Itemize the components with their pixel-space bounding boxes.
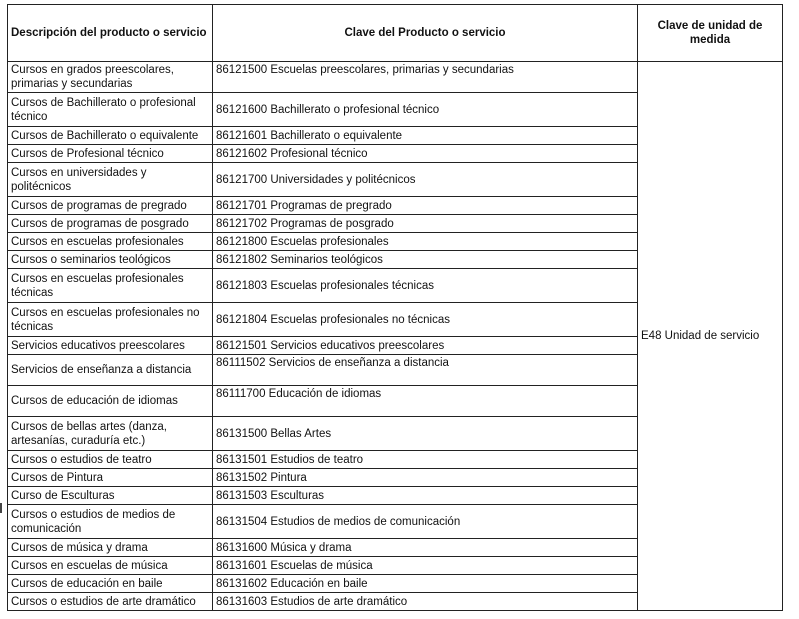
clave-cell: 86111700 Educación de idiomas [213,386,638,417]
descripcion-cell: Cursos de educación de idiomas [8,386,213,417]
table-row [8,62,783,93]
descripcion-cell: Cursos o estudios de medios de comunicación [8,505,213,539]
clave-cell: 86131601 Escuelas de música [213,557,638,575]
descripcion-cell: Cursos en grados preescolares, primarias y secundarias [8,62,213,93]
clave-cell: 86121802 Seminarios teológicos [213,251,638,269]
clave-cell: 86121601 Bachillerato o equivalente [213,127,638,145]
clave-cell: 86131504 Estudios de medios de comunicación [213,505,638,539]
table-body [8,62,783,611]
descripcion-cell: Cursos o estudios de teatro [8,451,213,469]
clave-cell: 86131502 Pintura [213,469,638,487]
descripcion-cell: Servicios educativos preescolares [8,337,213,355]
descripcion-cell: Cursos en escuelas profesionales [8,233,213,251]
clave-cell: 86121602 Profesional técnico [213,145,638,163]
clave-cell: 86121803 Escuelas profesionales técnicas [213,269,638,303]
clave-cell: 86131501 Estudios de teatro [213,451,638,469]
descripcion-cell: Cursos de programas de posgrado [8,215,213,233]
clave-cell: 86131500 Bellas Artes [213,417,638,451]
descripcion-cell: Cursos de Pintura [8,469,213,487]
descripcion-cell: Cursos en escuelas profesionales no técnicas [8,303,213,337]
descripcion-cell: Cursos o seminarios teológicos [8,251,213,269]
descripcion-cell: Cursos o estudios de arte dramático [8,593,213,611]
clave-cell: 86121701 Programas de pregrado [213,197,638,215]
clave-cell: 86121501 Servicios educativos preescolares [213,337,638,355]
descripcion-cell: Cursos de música y drama [8,539,213,557]
clave-cell: 86131602 Educación en baile [213,575,638,593]
descripcion-cell: Cursos de bellas artes (danza, artesanías, curaduría etc.) [8,417,213,451]
clave-cell: 86121600 Bachillerato o profesional técnico [213,93,638,127]
header-unidad: Clave de unidad de medida [638,5,783,62]
header-clave: Clave del Producto o servicio [213,5,638,62]
clave-cell: 86121702 Programas de posgrado [213,215,638,233]
clave-cell: 86131503 Esculturas [213,487,638,505]
descripcion-cell: Cursos de Profesional técnico [8,145,213,163]
clave-cell: 86111502 Servicios de enseñanza a distancia [213,355,638,386]
descripcion-cell: Servicios de enseñanza a distancia [8,355,213,386]
descripcion-cell: Cursos en universidades y politécnicos [8,163,213,197]
clave-cell: 86121800 Escuelas profesionales [213,233,638,251]
unidad-cell: E48 Unidad de servicio [638,62,783,611]
clave-cell: 86121500 Escuelas preescolares, primarias y secundarias [213,62,638,93]
product-service-table [7,4,783,611]
descripcion-cell: Curso de Esculturas [8,487,213,505]
clave-cell: 86121700 Universidades y politécnicos [213,163,638,197]
descripcion-cell: Cursos de Bachillerato o profesional técnico [8,93,213,127]
descripcion-cell: Cursos de Bachillerato o equivalente [8,127,213,145]
header-row [8,5,783,62]
clave-cell: 86131600 Música y drama [213,539,638,557]
descripcion-cell: Cursos en escuelas de música [8,557,213,575]
margin-mark [0,503,2,513]
header-descripcion: Descripción del producto o servicio [8,5,213,62]
clave-cell: 86131603 Estudios de arte dramático [213,593,638,611]
descripcion-cell: Cursos de programas de pregrado [8,197,213,215]
clave-cell: 86121804 Escuelas profesionales no técnicas [213,303,638,337]
descripcion-cell: Cursos de educación en baile [8,575,213,593]
descripcion-cell: Cursos en escuelas profesionales técnicas [8,269,213,303]
